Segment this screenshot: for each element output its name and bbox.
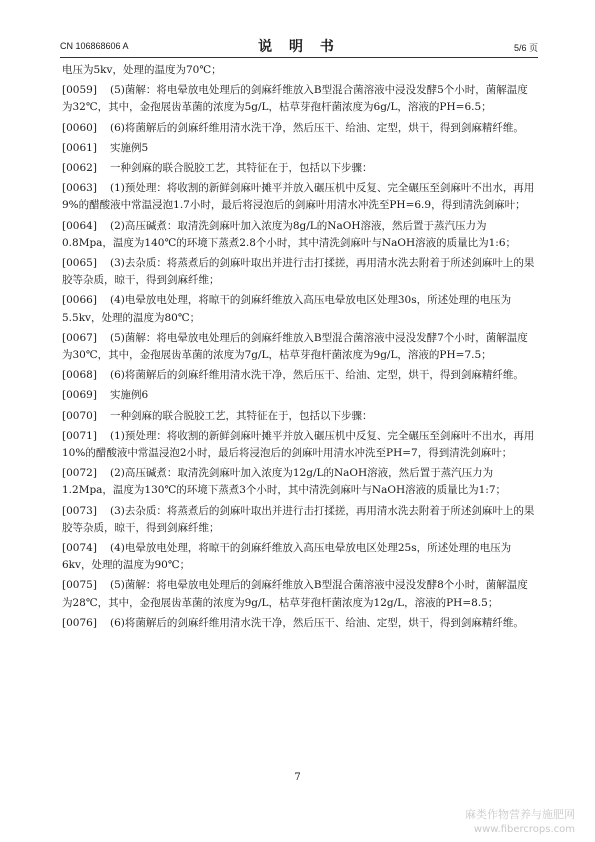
- paragraph-text: 一种剑麻的联合脱胶工艺，其特征在于，包括以下步骤：: [110, 409, 373, 422]
- paragraph-number: [0062]: [62, 162, 97, 175]
- paragraph-text: 电压为5kv，处理的温度为70℃；: [62, 64, 222, 76]
- paragraph: [62, 120, 536, 137]
- paragraph-text: (5)菌解：将电晕放电处理后的剑麻纤维放入B型混合菌溶液中浸没发酵8个小时，菌解温度为28℃，其中，金孢展齿革菌的浓度为9g/L，枯草芽孢杆菌浓度为12g/L，溶液的PH=8.5；: [62, 579, 528, 609]
- paragraph-number: [0069]: [62, 389, 97, 402]
- paragraph: [62, 255, 536, 289]
- paragraph: [62, 577, 536, 611]
- paragraph-text: (5)菌解：将电晕放电处理后的剑麻纤维放入B型混合菌溶液中浸没发酵7个小时，菌解温度为30℃，其中，金孢展齿革菌的浓度为7g/L，枯草芽孢杆菌浓度为9g/L，溶液的PH=7.5；: [62, 331, 528, 362]
- paragraph: [62, 540, 536, 574]
- paragraph-number: [0067]: [62, 331, 97, 344]
- paragraph-text: (6)将菌解后的剑麻纤维用清水洗干净，然后压干、给油、定型，烘干，得到剑麻精纤维。: [110, 369, 524, 382]
- paragraph: [62, 180, 536, 214]
- paragraph-number: [0065]: [62, 257, 97, 270]
- paragraph-text: (1)预处理：将收割的新鲜剑麻叶摊平并放入碾压机中反复、完全碾压至剑麻叶不出水，再用9%的醋酸液中常温浸泡1.7小时，最后将浸泡后的剑麻叶用清水冲洗至PH=6.9，得到清洗剑麻叶；: [62, 182, 535, 212]
- paragraph-text: (6)将菌解后的剑麻纤维用清水洗干净，然后压干、给油、定型，烘干，得到剑麻精纤维。: [110, 616, 524, 629]
- document-title: 说 明 书: [258, 39, 340, 55]
- patent-number: CN 106868606 A: [60, 41, 129, 51]
- paragraph-number: [0066]: [62, 294, 97, 307]
- paragraph-text: 实施例5: [110, 141, 149, 154]
- paragraph: [62, 387, 536, 404]
- paragraph-number: [0075]: [62, 579, 97, 592]
- paragraph-text: 一种剑麻的联合脱胶工艺，其特征在于，包括以下步骤：: [110, 162, 373, 175]
- watermark-site-name: 麻类作物营养与施肥网: [465, 808, 575, 821]
- page-header: [60, 36, 538, 56]
- watermark: [465, 806, 575, 835]
- paragraph: [62, 292, 536, 326]
- paragraph: [62, 408, 536, 425]
- paragraph: [62, 367, 536, 384]
- paragraph-number: [0072]: [62, 467, 97, 480]
- paragraph-number: [0076]: [62, 616, 97, 629]
- paragraph-text: (6)将菌解后的剑麻纤维用清水洗干净，然后压干、给油、定型，烘干，得到剑麻精纤维。: [110, 121, 524, 134]
- paragraph: [62, 218, 536, 252]
- paragraph-number: [0068]: [62, 369, 97, 382]
- paragraph: [62, 503, 536, 537]
- paragraph-number: [0073]: [62, 504, 97, 517]
- paragraph-text: (2)高压碱煮：取清洗剑麻叶加入浓度为12g/L的NaOH溶液，然后置于蒸汽压力为1.2Mpa，温度为130℃的环境下蒸煮3个小时，其中清洗剑麻叶与NaOH溶液的质量比为1:7；: [62, 467, 507, 497]
- watermark-url: www.fibercrops.com: [473, 824, 575, 835]
- paragraph: [62, 140, 536, 157]
- paragraph-number: [0071]: [62, 429, 97, 442]
- page-number: 7: [294, 772, 301, 783]
- paragraph-text: 实施例6: [110, 389, 149, 402]
- paragraph: [62, 62, 536, 79]
- paragraph-number: [0070]: [62, 409, 97, 422]
- paragraph: [62, 615, 536, 632]
- paragraph: [62, 428, 536, 462]
- paragraph-text: (3)去杂质：将蒸煮后的剑麻叶取出并进行击打揉搓，再用清水洗去附着于所述剑麻叶上的果胶等杂质，晾干，得到剑麻纤维；: [62, 257, 535, 287]
- document-body: [62, 62, 536, 635]
- paragraph-text: (2)高压碱煮：取清洗剑麻叶加入浓度为8g/L的NaOH溶液，然后置于蒸汽压力为0.8Mpa，温度为140℃的环境下蒸煮2.8个小时，其中清洗剑麻叶与NaOH溶液的质量比为1:6；: [62, 219, 517, 249]
- paragraph-text: (1)预处理：将收割的新鲜剑麻叶摊平并放入碾压机中反复、完全碾压至剑麻叶不出水，再用10%的醋酸液中常温浸泡2小时，最后将浸泡后的剑麻叶用清水冲洗至PH=7，得到清洗剑麻叶；: [62, 429, 535, 460]
- paragraph-text: (4)电晕放电处理，将晾干的剑麻纤维放入高压电晕放电区处理25s，所述处理的电压为6kv，处理的温度为90℃；: [62, 542, 512, 572]
- paragraph: [62, 160, 536, 177]
- paragraph-number: [0060]: [62, 121, 97, 134]
- paragraph-number: [0064]: [62, 219, 97, 232]
- paragraph-text: (4)电晕放电处理，将晾干的剑麻纤维放入高压电晕放电区处理30s，所述处理的电压为5.5kv，处理的温度为80℃；: [62, 294, 512, 324]
- header-rule: [60, 57, 538, 58]
- paragraph: [62, 82, 536, 116]
- paragraph: [62, 465, 536, 499]
- page-indicator: 5/6 页: [513, 43, 538, 53]
- paragraph-text: (3)去杂质：将蒸煮后的剑麻叶取出并进行击打揉搓，再用清水洗去附着于所述剑麻叶上的果胶等杂质，晾干，得到剑麻纤维；: [62, 504, 535, 534]
- paragraph-text: (5)菌解：将电晕放电处理后的剑麻纤维放入B型混合菌溶液中浸没发酵5个小时，菌解温度为32℃，其中，金孢展齿革菌的浓度为5g/L，枯草芽孢杆菌浓度为6g/L，溶液的PH=6.5；: [62, 84, 528, 114]
- paragraph-number: [0061]: [62, 141, 97, 154]
- paragraph-number: [0063]: [62, 182, 97, 195]
- paragraph: [62, 330, 536, 364]
- paragraph-number: [0074]: [62, 542, 97, 555]
- paragraph-number: [0059]: [62, 84, 97, 97]
